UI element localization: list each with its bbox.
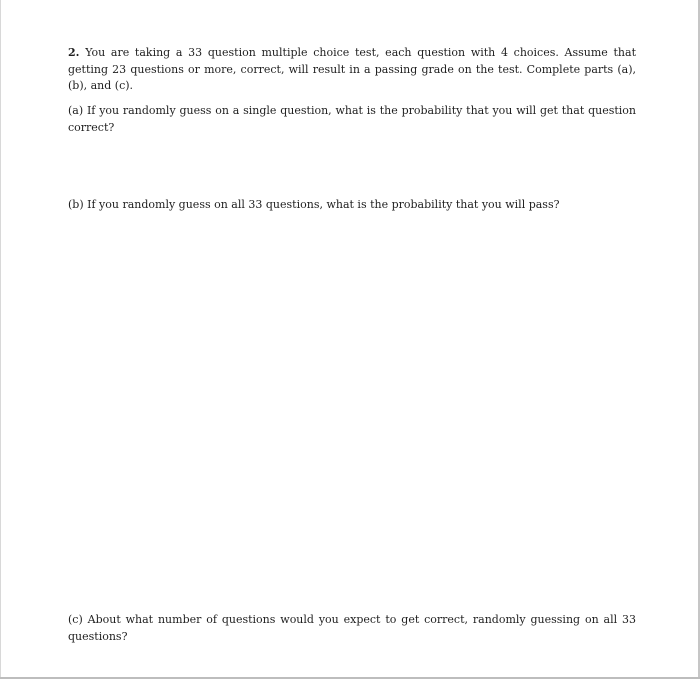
part-b-question: (b) If you randomly guess on all 33 questions, what is the probability that you will pass? <box>68 198 560 211</box>
page-left-edge <box>0 0 1 679</box>
part-c-question: (c) About what number of questions would you expect to get correct, randomly guessing on all 33 questions? <box>68 613 636 643</box>
question-intro-text: You are taking a 33 question multiple choice test, each question with 4 choices. Assume that getting 23 questions or more, correct, will result in a passing grade on the test. Complete parts (a), (b), and (c). <box>68 46 636 92</box>
question-number: 2. <box>68 46 80 59</box>
question-intro <box>68 45 636 95</box>
part-a-question: (a) If you randomly guess on a single question, what is the probability that you will get that question correct? <box>68 104 636 134</box>
